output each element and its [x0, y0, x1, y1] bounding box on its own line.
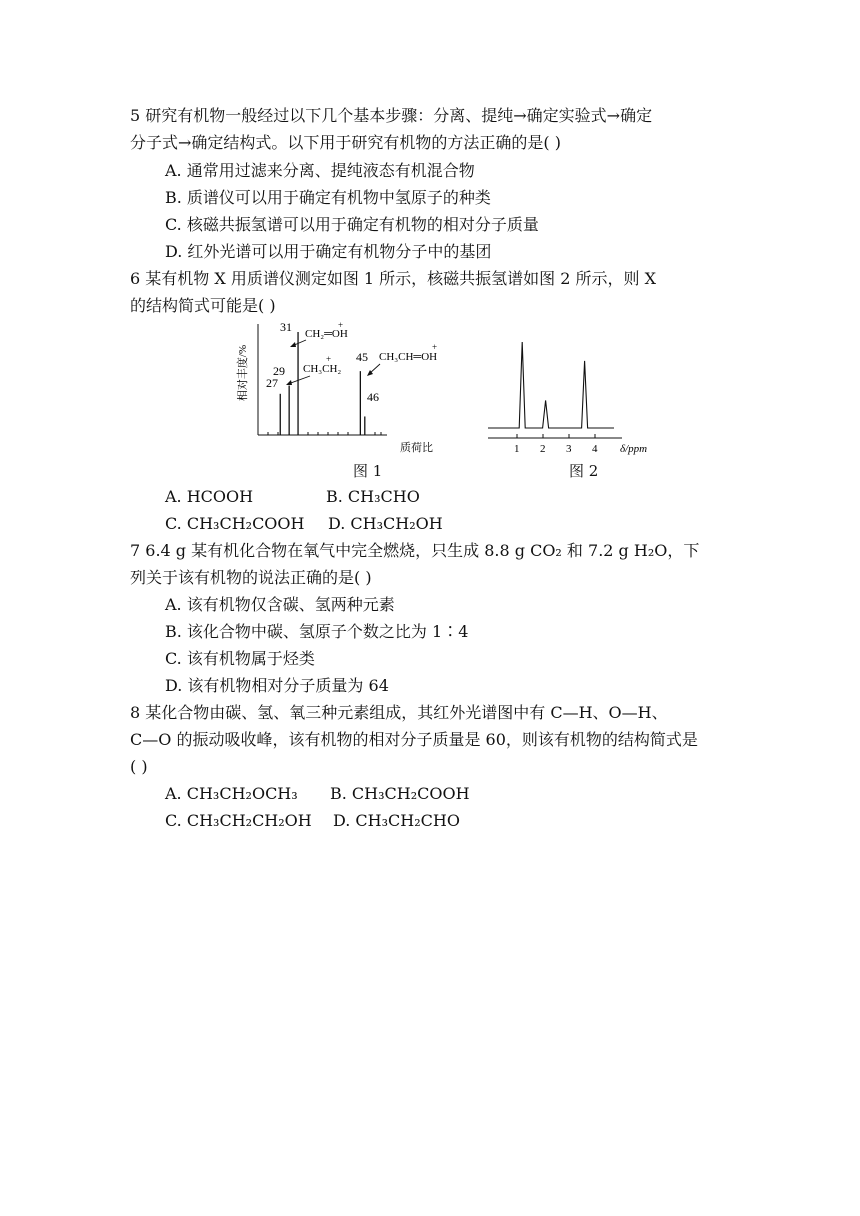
q8-option-c: C. CH₃CH₂CH₂OH	[165, 811, 312, 830]
arrow-29-head	[286, 380, 292, 385]
fig1-xlabel: 质荷比	[400, 442, 433, 454]
q6-option-b: B. CH₃CHO	[326, 487, 420, 506]
q8-option-a: A. CH₃CH₂OCH₃	[165, 784, 298, 803]
q8-stem-line2: C—O 的振动吸收峰，该有机物的相对分子质量是 60，则该有机物的结构简式是	[130, 730, 698, 749]
q5-stem-line1: 5 研究有机物一般经过以下几个基本步骤：分离、提纯→确定实验式→确定	[130, 106, 653, 125]
q7-option-d: D. 该有机物相对分子质量为 64	[165, 676, 389, 695]
q5-option-d: D. 红外光谱可以用于确定有机物分子中的基团	[165, 242, 492, 261]
q7-stem-line2: 列关于该有机物的说法正确的是( )	[130, 568, 372, 587]
figure1-mass-spectrum	[232, 318, 462, 458]
q5-option-c: C. 核磁共振氢谱可以用于确定有机物的相对分子质量	[165, 215, 539, 234]
q7-option-b: B. 该化合物中碳、氢原子个数之比为 1∶4	[165, 622, 469, 641]
q6-option-c: C. CH₃CH₂COOH	[165, 514, 305, 533]
q7-option-a: A. 该有机物仅含碳、氢两种元素	[165, 595, 395, 614]
fig1-peaks	[280, 332, 365, 435]
ion-label-45-svg	[375, 343, 455, 365]
fig2-tick-2: 2	[540, 443, 546, 455]
q6-option-a: A. HCOOH	[165, 487, 254, 506]
ion-label-45: CH₃CH═OH	[379, 351, 438, 363]
figure2-caption: 图 2	[569, 462, 599, 480]
ion-label-31: CH₂═OH	[305, 328, 348, 340]
fig2-x-ticks	[517, 434, 595, 438]
q8-option-d: D. CH₃CH₂CHO	[333, 811, 460, 830]
ion-label-45-wrap	[375, 343, 455, 369]
fig2-tick-4: 4	[592, 443, 598, 455]
ion-plus-29: +	[326, 354, 332, 364]
peak-label-29: 29	[273, 364, 285, 378]
q6-option-d: D. CH₃CH₂OH	[328, 514, 443, 533]
peak-label-45: 45	[356, 350, 368, 364]
q5-stem-line2: 分子式→确定结构式。以下用于研究有机物的方法正确的是( )	[130, 133, 561, 152]
figure1-caption: 图 1	[353, 462, 383, 480]
fig2-xlabel: δ/ppm	[620, 443, 648, 455]
q8-stem-line3: ( )	[130, 757, 148, 776]
fig2-tick-3: 3	[566, 443, 572, 455]
fig2-tick-1: 1	[514, 443, 520, 455]
peak-label-46: 46	[367, 390, 379, 404]
ion-label-29: CH₃CH₂	[303, 363, 342, 375]
ion-plus-31: +	[338, 320, 344, 330]
ion-plus-45: +	[432, 343, 438, 352]
nmr-spectrum-svg	[484, 336, 664, 458]
fig1-ylabel: 相对丰度/%	[237, 344, 249, 402]
q5-option-a: A. 通常用过滤来分离、提纯液态有机混合物	[165, 161, 475, 180]
peak-label-27: 27	[266, 376, 278, 390]
q6-stem-line1: 6 某有机物 X 用质谱仪测定如图 1 所示，核磁共振氢谱如图 2 所示，则 X	[130, 269, 657, 288]
peak-label-31: 31	[280, 320, 292, 334]
mass-spectrum-svg	[232, 318, 462, 458]
q8-stem-line1: 8 某化合物由碳、氢、氧三种元素组成，其红外光谱图中有 C—H、O—H、	[130, 703, 668, 722]
q8-option-b: B. CH₃CH₂COOH	[330, 784, 470, 803]
figure2-nmr-spectrum	[484, 336, 664, 458]
q5-option-b: B. 质谱仪可以用于确定有机物中氢原子的种类	[165, 188, 491, 207]
q7-stem-line1: 7 6.4 g 某有机化合物在氧气中完全燃烧，只生成 8.8 g CO₂ 和 7.2 g H₂O，下	[130, 541, 700, 560]
arrow-31-head	[290, 342, 296, 347]
nmr-trace	[488, 342, 614, 428]
q6-stem-line2: 的结构简式可能是( )	[130, 296, 276, 315]
q7-option-c: C. 该有机物属于烃类	[165, 649, 315, 668]
